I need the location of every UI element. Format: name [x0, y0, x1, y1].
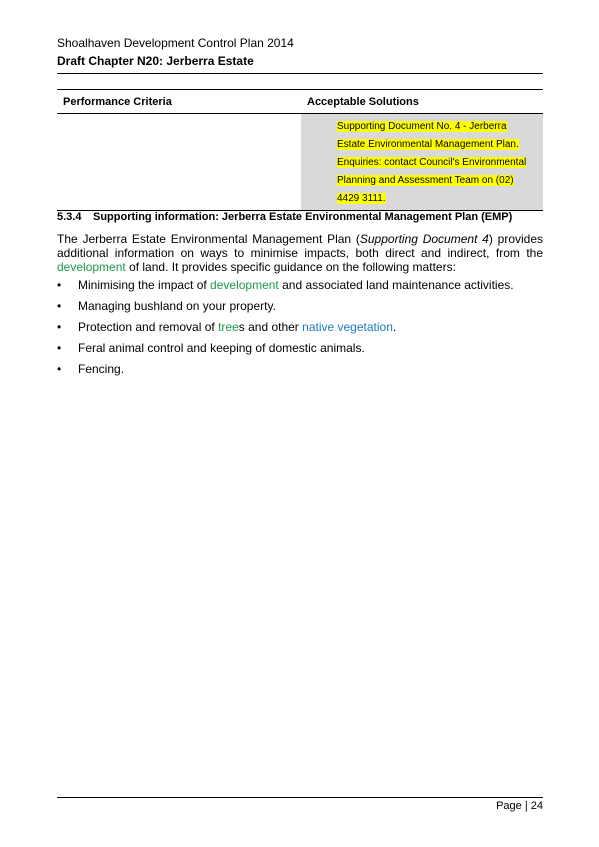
footer-divider — [57, 797, 543, 798]
matters-list — [57, 278, 543, 383]
table-row — [57, 114, 543, 211]
bullet-icon: • — [57, 299, 62, 313]
list-text: Protection and removal of — [78, 320, 219, 334]
bullet-icon: • — [57, 341, 62, 355]
list-item — [57, 362, 543, 383]
section-heading — [57, 211, 512, 223]
para-italic-reference: Supporting Document 4 — [359, 232, 489, 246]
acceptable-cell — [301, 114, 543, 211]
column-header-performance: Performance Criteria — [57, 90, 301, 114]
development-link[interactable]: development — [210, 278, 279, 292]
section-number: 5.3.4 — [57, 211, 82, 223]
native-vegetation-link[interactable]: native vegetation — [302, 320, 393, 334]
list-text: Fencing. — [78, 362, 125, 376]
section-title: Supporting information: Jerberra Estate Environmental Management Plan (EMP) — [93, 211, 513, 223]
page-number: Page | 24 — [496, 800, 543, 812]
list-item — [57, 299, 543, 320]
highlighted-text: Supporting Document No. 4 - Jerberra Estate Environmental Management Plan. Enquiries: contact Council's Environmental Planning and Assessment Team on (02) 4429 3111. — [337, 121, 527, 204]
para-text: of land. It provides specific guidance on the following matters: — [125, 260, 456, 274]
development-link[interactable]: development — [57, 260, 126, 274]
para-text: ) provides additional information on ways to minimise impacts, both direct and indirect, from the — [57, 232, 543, 260]
column-header-acceptable: Acceptable Solutions — [301, 90, 543, 114]
bullet-icon: • — [57, 362, 62, 376]
header-divider — [57, 73, 543, 74]
list-item — [57, 341, 543, 362]
para-text: The Jerberra Estate Environmental Management Plan ( — [57, 232, 360, 246]
list-text: Minimising the impact of — [78, 278, 211, 292]
list-item — [57, 278, 543, 299]
intro-paragraph — [57, 232, 543, 274]
plan-title: Shoalhaven Development Control Plan 2014 — [57, 36, 294, 50]
tree-link[interactable]: tree — [218, 320, 239, 334]
list-text: Managing bushland on your property. — [78, 299, 276, 313]
bullet-icon: • — [57, 320, 62, 334]
list-item — [57, 320, 543, 341]
performance-cell — [57, 114, 301, 211]
table-header-row — [57, 90, 543, 114]
chapter-title: Draft Chapter N20: Jerberra Estate — [57, 54, 254, 68]
list-text: s and other — [238, 320, 303, 334]
list-text: and associated land maintenance activities. — [278, 278, 514, 292]
criteria-table — [57, 89, 543, 211]
list-text: . — [392, 320, 397, 334]
bullet-icon: • — [57, 278, 62, 292]
list-text: Feral animal control and keeping of domestic animals. — [78, 341, 365, 355]
